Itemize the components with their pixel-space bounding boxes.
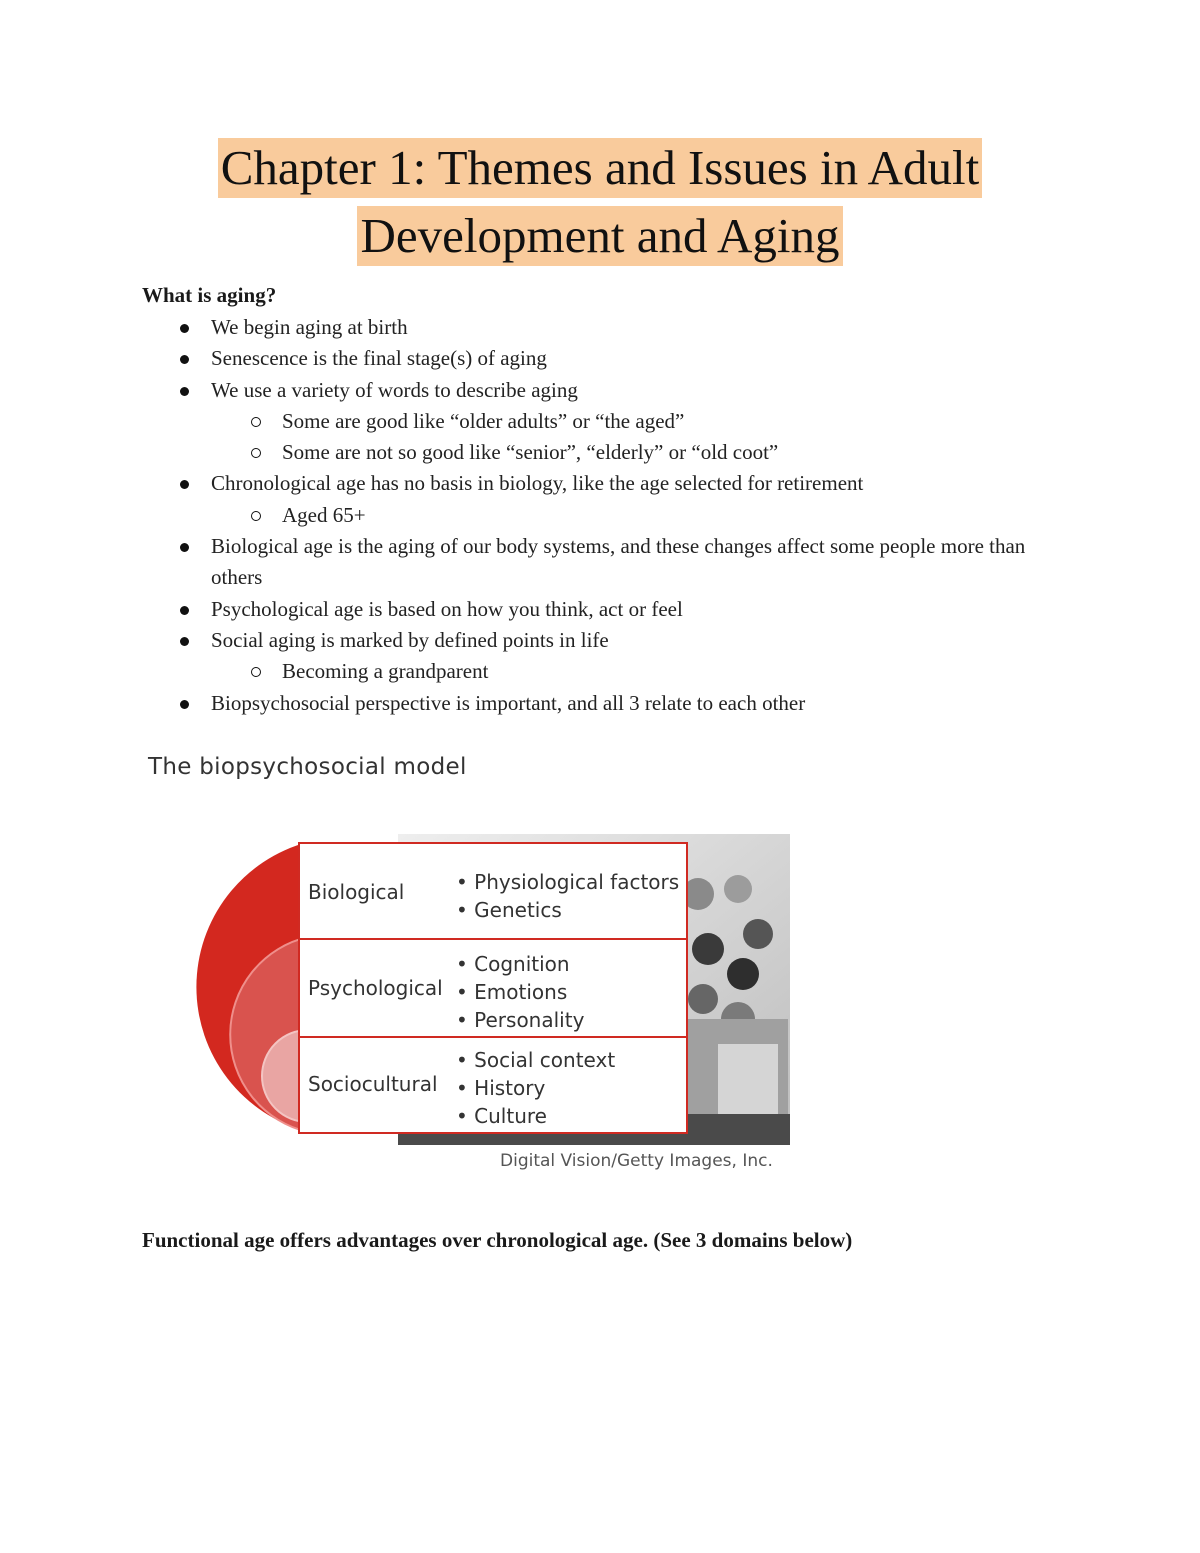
figure-title: The biopsychosocial model <box>148 754 467 780</box>
bullet-dot-icon <box>180 387 189 396</box>
sub-bullet-item <box>282 406 1112 437</box>
model-table <box>298 842 688 1134</box>
bullet-dot-icon <box>180 637 189 646</box>
closing-statement: Functional age offers advantages over chronological age. (See 3 domains below) <box>142 1228 853 1252</box>
row-item: • Genetics <box>456 898 562 922</box>
bullet-item <box>211 531 1041 594</box>
title-line-2: Development and Aging <box>357 206 842 266</box>
bullet-text: Psychological age is based on how you think, act or feel <box>211 596 683 621</box>
row-item: • Physiological factors <box>456 870 680 894</box>
bullet-item <box>211 312 1041 343</box>
bullet-text: Senescence is the final stage(s) of aging <box>211 346 547 371</box>
bullet-item <box>211 343 1041 374</box>
bullet-text: Some are not so good like “senior”, “elderly” or “old coot” <box>282 440 779 465</box>
row-label: Sociocultural <box>308 1072 438 1096</box>
row-items <box>456 950 584 1034</box>
bullet-dot-icon <box>180 480 189 489</box>
row-items <box>456 1046 615 1130</box>
bullet-text: Biological age is the aging of our body systems, and these changes affect some people more than others <box>211 534 1026 590</box>
sub-bullet-item <box>282 437 1112 468</box>
bullet-list <box>0 312 1200 719</box>
bullet-circle-icon <box>251 511 261 521</box>
bullet-dot-icon <box>180 355 189 364</box>
bullet-text: Aged 65+ <box>282 502 366 527</box>
concentric-circles-graphic <box>148 832 308 1152</box>
bullet-text: Becoming a grandparent <box>282 659 489 684</box>
row-item: • Personality <box>456 1008 585 1032</box>
chapter-title <box>0 138 1200 274</box>
bullet-text: Chronological age has no basis in biology, like the age selected for retirement <box>211 471 864 496</box>
bullet-text: We use a variety of words to describe aging <box>211 377 578 402</box>
row-item: • Culture <box>456 1104 547 1128</box>
figure-caption: Digital Vision/Getty Images, Inc. <box>500 1151 773 1171</box>
row-items <box>456 868 679 924</box>
bullet-text: Biopsychosocial perspective is important, and all 3 relate to each other <box>211 690 806 715</box>
bullet-dot-icon <box>180 324 189 333</box>
table-row <box>300 940 686 1038</box>
sub-bullet-item <box>282 656 1112 687</box>
bullet-item <box>211 625 1041 656</box>
bullet-circle-icon <box>251 667 261 677</box>
sub-bullet-item <box>282 500 1112 531</box>
bullet-dot-icon <box>180 700 189 709</box>
biopsychosocial-figure <box>148 832 793 1152</box>
row-item: • Social context <box>456 1048 616 1072</box>
bullet-dot-icon <box>180 606 189 615</box>
row-label: Biological <box>308 880 405 904</box>
bullet-circle-icon <box>251 448 261 458</box>
table-row <box>300 844 686 940</box>
row-item: • History <box>456 1076 546 1100</box>
bullet-text: We begin aging at birth <box>211 315 408 339</box>
row-item: • Emotions <box>456 980 568 1004</box>
bullet-item <box>211 688 1041 719</box>
row-label: Psychological <box>308 976 443 1000</box>
title-line-1: Chapter 1: Themes and Issues in Adult <box>218 138 983 198</box>
bullet-text: Social aging is marked by defined points in life <box>211 627 609 652</box>
bullet-item <box>211 375 1041 406</box>
bullet-dot-icon <box>180 543 189 552</box>
bullet-circle-icon <box>251 417 261 427</box>
bullet-item <box>211 594 1041 625</box>
section-heading: What is aging? <box>142 283 277 307</box>
row-item: • Cognition <box>456 952 570 976</box>
table-row <box>300 1038 686 1132</box>
bullet-item <box>211 468 1041 499</box>
bullet-text: Some are good like “older adults” or “the aged” <box>282 408 685 433</box>
